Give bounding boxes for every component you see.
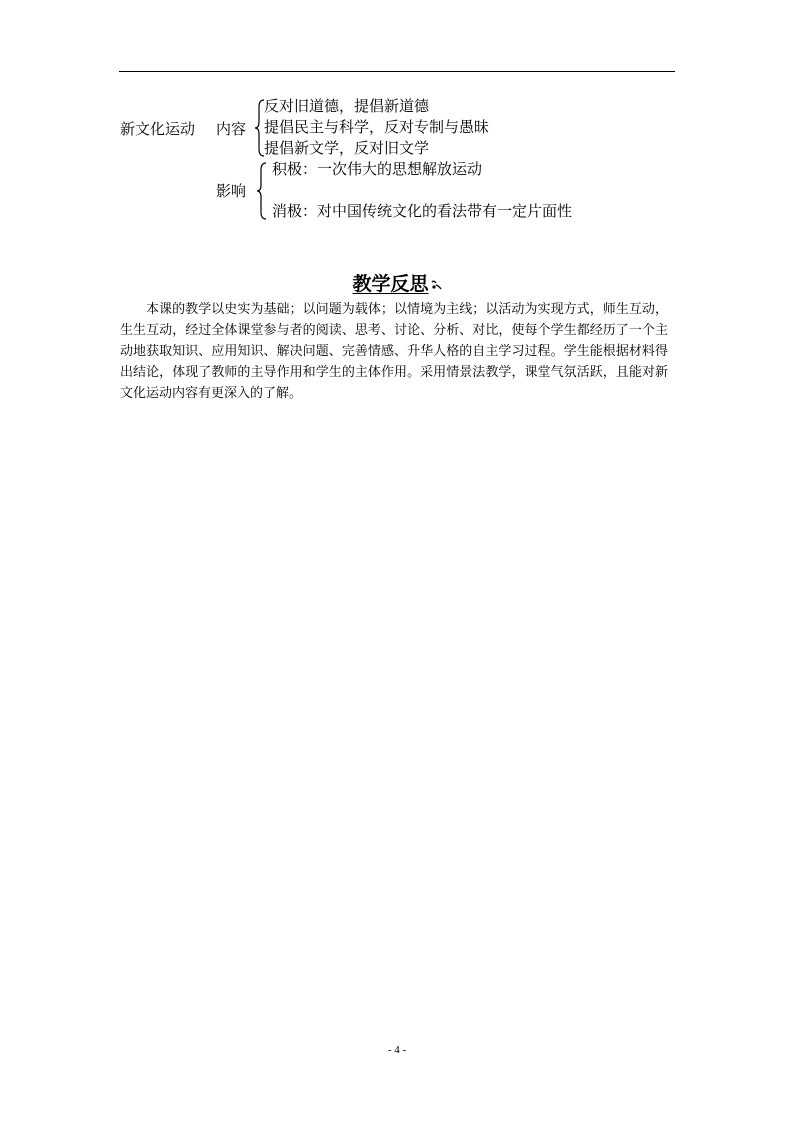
impact-negative: 消极：对中国传统文化的看法带有一定片面性: [272, 202, 573, 220]
page-number: - 4 -: [387, 1044, 407, 1056]
impact-brace: [256, 162, 268, 220]
decorative-mark-icon: [430, 279, 442, 291]
reflection-title: 教学反思: [352, 273, 429, 295]
content-item-2: 提倡民主与科学，反对专制与愚昧: [264, 118, 490, 136]
content-item-1: 反对旧道德，提倡新道德: [264, 97, 430, 115]
content-label: 内容: [216, 120, 247, 138]
reflection-body: 本课的教学以史实为基础；以问题为载体；以情境为主线；以活动为实现方式，师生互动，生生互动，经过全体课堂参与者的阅读、思考、讨论、分析、对比，使每个学生都经历了一个主动地获取知识、应用知识、解决问题、完善情感、升华人格的自主学习过程。学生能根据材料得出结论，体现了教师的主导作用和学生的主体作用。采用情景法教学，课堂气氛活跃，且能对新文化运动内容有更深入的了解。: [120, 302, 668, 401]
reflection-heading: [0, 272, 794, 296]
outline-topic: 新文化运动: [120, 120, 196, 138]
impact-positive: 积极：一次伟大的思想解放运动: [272, 160, 483, 178]
header-rule: [119, 71, 675, 72]
impact-label: 影响: [216, 182, 247, 200]
content-item-3: 提倡新文学，反对旧文学: [264, 139, 430, 157]
